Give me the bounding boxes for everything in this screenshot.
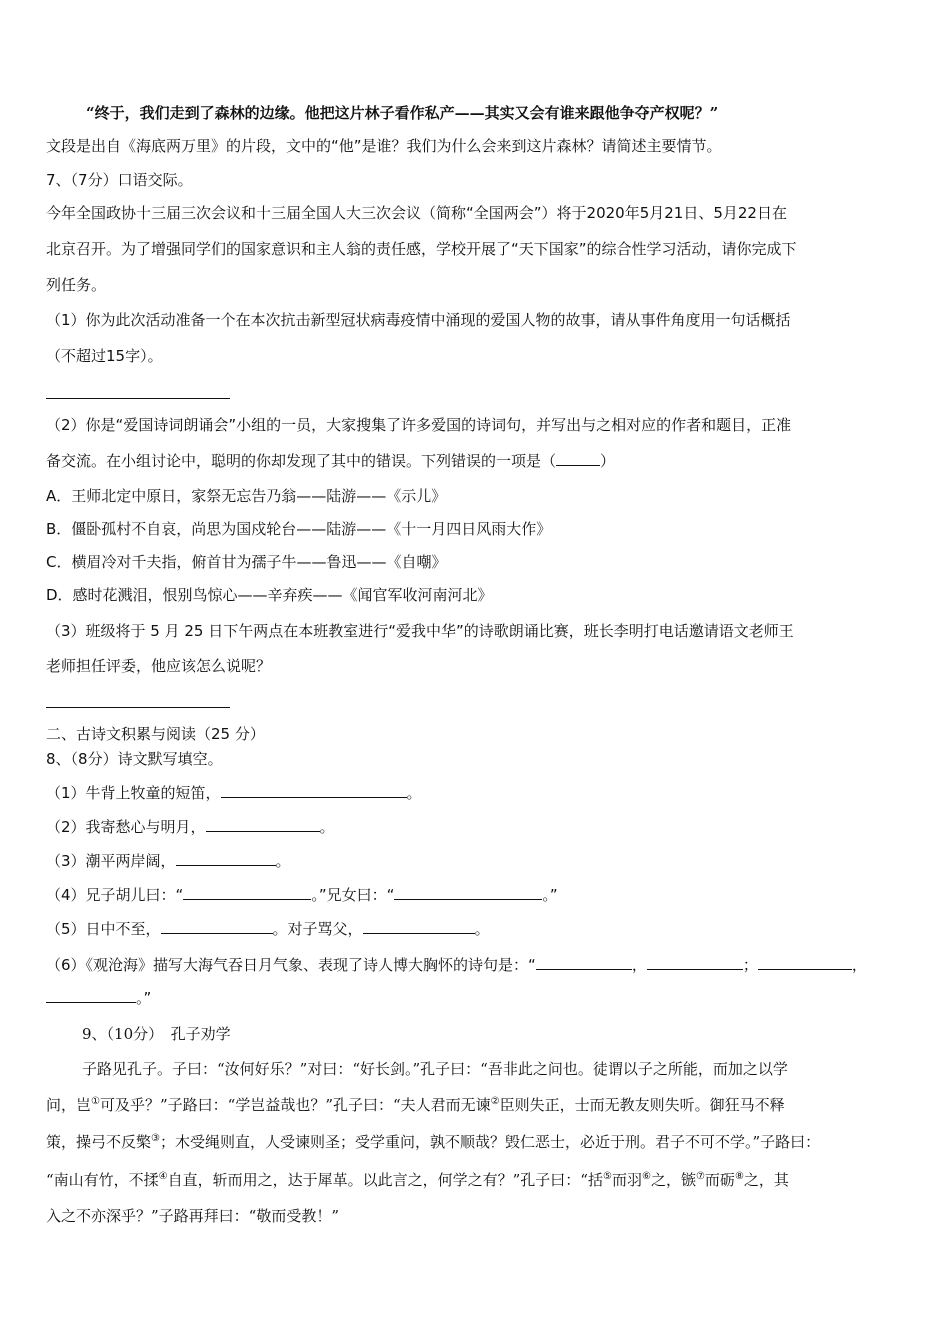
answer-blank[interactable] [176, 850, 276, 866]
q7-part3-line-1: （3）班级将于 5 月 25 日下午两点在本班教室进行“爱我中华”的诗歌朗诵比赛，班长李明打电话邀请语文老师王 [46, 622, 794, 640]
classical-text-line-4: “南山有竹，不揉④自直，斩而用之，达于犀革。以此言之，何学之有？”孔子曰：“括⑤而羽⑥之，镞⑦而砺⑧之，其 [46, 1171, 789, 1189]
answer-blank-choice[interactable] [556, 450, 600, 466]
answer-blank[interactable] [161, 918, 273, 934]
option-b: B．僵卧孤村不自哀，尚思为国戍轮台——陆游——《十一月四日风雨大作》 [46, 520, 552, 538]
q7-header: 7、（7分）口语交际。 [46, 171, 193, 189]
option-a: A．王师北定中原日，家祭无忘告乃翁——陆游——《示儿》 [46, 487, 447, 505]
q8-line-1: （1）牛背上牧童的短笛， 。 [46, 784, 422, 802]
q7-part3-line-2: 老师担任评委，他应该怎么说呢？ [46, 657, 272, 675]
answer-blank[interactable] [647, 954, 743, 970]
answer-blank[interactable] [221, 782, 407, 798]
classical-text-line-5: 入之不亦深乎？”子路再拜曰：“敬而受教！” [46, 1207, 340, 1225]
q8-line-2: （2）我寄愁心与明月， 。 [46, 818, 335, 836]
q7-part1-line-2: （不超过15字）。 [46, 347, 163, 365]
answer-blank[interactable] [206, 816, 320, 832]
q7-part2-line-1: （2）你是“爱国诗词朗诵会”小组的一员，大家搜集了许多爱国的诗词句，并写出与之相对应的作者和题目，正准 [46, 416, 792, 434]
answer-blank[interactable] [46, 987, 136, 1003]
q8-header: 8、（8分）诗文默写填空。 [46, 750, 223, 768]
classical-text-line-3: 策，操弓不反檠③；木受绳则直，人受谏则圣；受学重问，孰不顺哉？毁仁恶士，必近于刑。君子不可不学。”子路曰： [46, 1133, 821, 1151]
q8-line-6: （6）《观沧海》描写大海气吞日月气象、表现了诗人博大胸怀的诗句是：“ ， ； ， [46, 956, 867, 974]
answer-blank[interactable] [536, 954, 632, 970]
q8-line-6-continued: 。” [46, 987, 151, 1009]
q7-intro-line-2: 北京召开。为了增强同学们的国家意识和主人翁的责任感，学校开展了“天下国家”的综合性学习活动，请你完成下 [46, 240, 797, 258]
excerpt-quote: “终于，我们走到了森林的边缘。他把这片林子看作私产——其实又会有谁来跟他争夺产权呢？” [86, 104, 719, 122]
answer-blank[interactable] [363, 918, 475, 934]
classical-text-line-1: 子路见孔子。子曰：“汝何好乐？”对曰：“好长剑。”孔子曰：“吾非此之问也。徒谓以子之所能，而加之以学 [82, 1060, 788, 1078]
option-d: D．感时花溅泪，恨别鸟惊心——辛弃疾——《闻官军收河南河北》 [46, 586, 493, 604]
excerpt-question: 文段是出自《海底两万里》的片段，文中的“他”是谁？我们为什么会来到这片森林？请简述主要情节。 [46, 137, 722, 155]
q9-header: 9、（10分） 孔子劝学 [82, 1025, 231, 1043]
answer-line-part3[interactable] [46, 707, 230, 708]
option-c: C．横眉冷对千夫指，俯首甘为孺子牛——鲁迅——《自嘲》 [46, 553, 447, 571]
q7-intro-line-1: 今年全国政协十三届三次会议和十三届全国人大三次会议（简称“全国两会”）将于2020年5月21日、5月22日在 [46, 204, 787, 222]
answer-blank[interactable] [394, 884, 542, 900]
q8-line-4: （4）兄子胡儿曰：“ 。”兄女曰：“ 。” [46, 886, 558, 904]
q8-line-3: （3）潮平两岸阔， 。 [46, 852, 291, 870]
q7-part2-line-2: 备交流。在小组讨论中，聪明的你却发现了其中的错误。下列错误的一项是（ ） [46, 452, 616, 470]
q7-part1-line-1: （1）你为此次活动准备一个在本次抗击新型冠状病毒疫情中涌现的爱国人物的故事，请从事件角度用一句话概括 [46, 311, 791, 329]
answer-line-part1[interactable] [46, 398, 230, 399]
q7-intro-line-3: 列任务。 [46, 276, 107, 294]
classical-text-line-2: 问，岂①可及乎？”子路曰：“学岂益哉也？”孔子曰：“夫人君而无谏②臣则失正，士而无教友则失听。御狂马不释 [46, 1096, 785, 1114]
answer-blank[interactable] [183, 884, 311, 900]
q8-line-5: （5）日中不至， 。对子骂父， 。 [46, 920, 490, 938]
section-title: 二、古诗文积累与阅读（25 分） [46, 725, 265, 743]
answer-blank[interactable] [758, 954, 852, 970]
